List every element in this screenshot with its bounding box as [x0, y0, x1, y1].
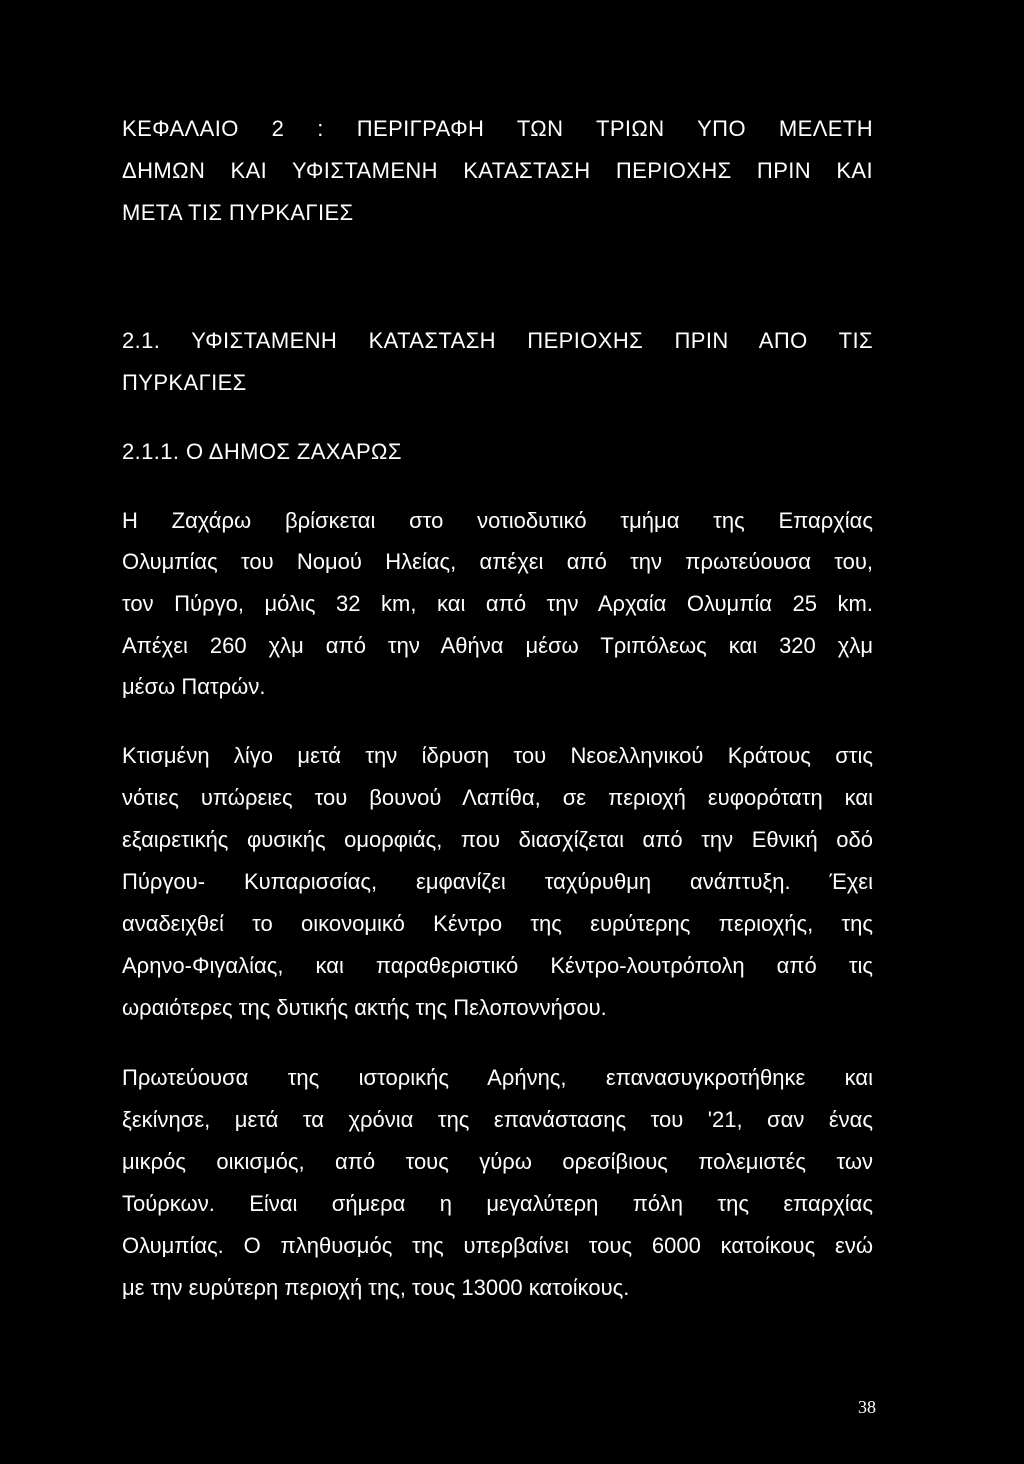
- paragraph-2-line-6: Αρηνο-Φιγαλίας, και παραθεριστικό Κέντρο-λουτρόπολη από τις: [122, 953, 873, 978]
- paragraph-1-line-2: Ολυμπίας του Νομού Ηλείας, απέχει από την πρωτεύουσα του,: [122, 549, 873, 574]
- section-heading-line-2: ΠΥΡΚΑΓΙΕΣ: [122, 370, 247, 395]
- chapter-heading-line-1: ΚΕΦΑΛΑΙΟ 2 : ΠΕΡΙΓΡΑΦΗ ΤΩΝ ΤΡΙΩΝ ΥΠΟ ΜΕΛΕΤΗ: [122, 116, 873, 141]
- paragraph-3-line-1: Πρωτεύουσα της ιστορικής Αρήνης, επανασυγκροτήθηκε και: [122, 1065, 873, 1090]
- subsection-heading: 2.1.1. Ο ΔΗΜΟΣ ΖΑΧΑΡΩΣ: [122, 439, 402, 464]
- chapter-heading-line-3: ΜΕΤΑ ΤΙΣ ΠΥΡΚΑΓΙΕΣ: [122, 200, 354, 225]
- paragraph-2-line-7: ωραιότερες της δυτικής ακτής της Πελοποννήσου.: [122, 995, 607, 1020]
- paragraph-1-line-4: Απέχει 260 χλμ από την Αθήνα μέσω Τριπόλεως και 320 χλμ: [122, 633, 873, 658]
- paragraph-1-line-5: μέσω Πατρών.: [122, 674, 266, 699]
- paragraph-2-line-2: νότιες υπώρειες του βουνού Λαπίθα, σε περιοχή ευφορότατη και: [122, 785, 873, 810]
- paragraph-3-line-3: μικρός οικισμός, από τους γύρω ορεσίβιους πολεμιστές των: [122, 1149, 873, 1174]
- paragraph-3-line-5: Ολυμπίας. Ο πληθυσμός της υπερβαίνει τους 6000 κατοίκους ενώ: [122, 1233, 873, 1258]
- paragraph-2-line-3: εξαιρετικής φυσικής ομορφιάς, που διασχίζεται από την Εθνική οδό: [122, 827, 873, 852]
- paragraph-2-line-4: Πύργου- Κυπαρισσίας, εμφανίζει ταχύρυθμη ανάπτυξη. Έχει: [122, 869, 873, 894]
- paragraph-3-line-4: Τούρκων. Είναι σήμερα η μεγαλύτερη πόλη της επαρχίας: [122, 1191, 873, 1216]
- paragraph-1-line-1: Η Ζαχάρω βρίσκεται στο νοτιοδυτικό τμήμα της Επαρχίας: [122, 508, 873, 533]
- chapter-heading-line-2: ΔΗΜΩΝ ΚΑΙ ΥΦΙΣΤΑΜΕΝΗ ΚΑΤΑΣΤΑΣΗ ΠΕΡΙΟΧΗΣ ΠΡΙΝ ΚΑΙ: [122, 158, 873, 183]
- section-heading-line-1: 2.1. ΥΦΙΣΤΑΜΕΝΗ ΚΑΤΑΣΤΑΣΗ ΠΕΡΙΟΧΗΣ ΠΡΙΝ ΑΠΟ ΤΙΣ: [122, 328, 873, 353]
- paragraph-1-line-3: τον Πύργο, μόλις 32 km, και από την Αρχαία Ολυμπία 25 km.: [122, 591, 873, 616]
- paragraph-2-line-1: Κτισμένη λίγο μετά την ίδρυση του Νεοελληνικού Κράτους στις: [122, 743, 873, 768]
- paragraph-2-line-5: αναδειχθεί το οικονομικό Κέντρο της ευρύτερης περιοχής, της: [122, 911, 873, 936]
- page-number: 38: [858, 1397, 876, 1417]
- paragraph-3-line-2: ξεκίνησε, μετά τα χρόνια της επανάστασης του '21, σαν ένας: [122, 1107, 873, 1132]
- paragraph-3-line-6: με την ευρύτερη περιοχή της, τους 13000 κατοίκους.: [122, 1275, 630, 1300]
